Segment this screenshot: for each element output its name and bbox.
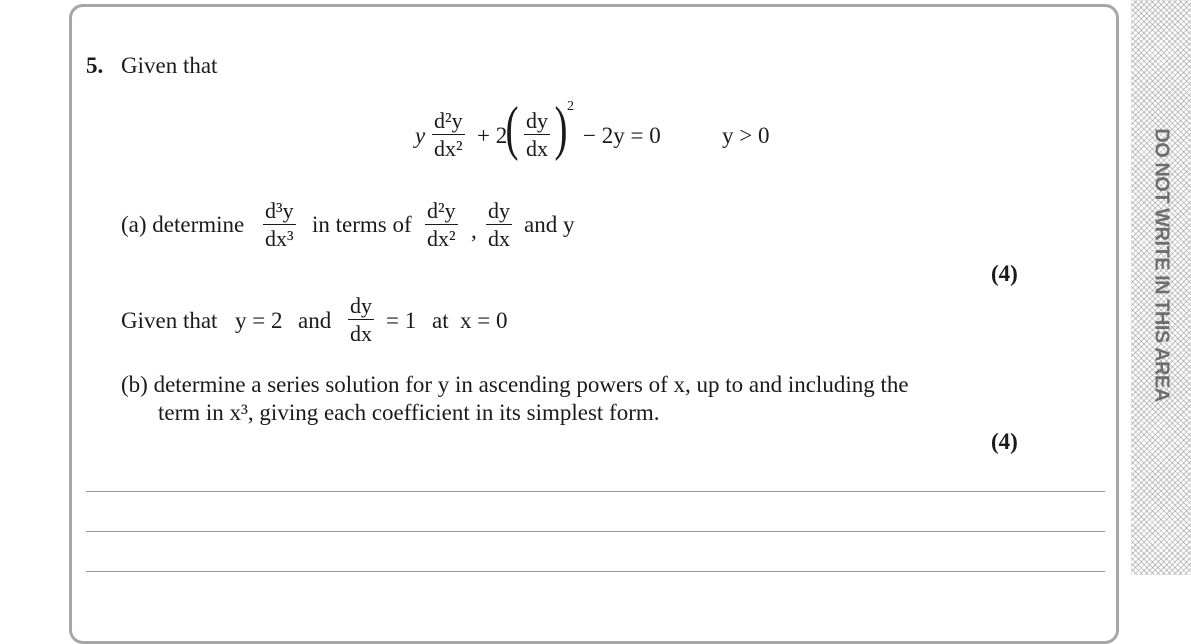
- given-y-eq: y = 2: [235, 308, 283, 333]
- part-a-in-terms-of: in terms of: [312, 212, 412, 237]
- a-dy: dy: [488, 198, 510, 223]
- a-dx: dx: [488, 226, 510, 251]
- right-paren: ): [554, 95, 568, 161]
- given-eq-one: = 1: [386, 308, 417, 333]
- eq-dx2: dx²: [434, 136, 463, 161]
- part-b-line1: (b) determine a series solution for y in ascending powers of x, up to and including the: [121, 372, 909, 397]
- question-intro: Given that: [121, 53, 218, 78]
- eq-dx: dx: [526, 136, 548, 161]
- margin-notice: DO NOT WRITE IN THIS AREA: [1150, 128, 1173, 402]
- part-a-third-derivative: [263, 200, 296, 250]
- part-a-first-derivative: [486, 200, 512, 250]
- part-a-second-derivative: [425, 200, 458, 250]
- part-a-comma: ,: [471, 218, 477, 243]
- equation-power: 2: [567, 99, 574, 114]
- part-b-line2: term in x³, giving each coefficient in its simplest form.: [158, 400, 660, 425]
- equation-condition: y > 0: [722, 123, 770, 148]
- answer-line[interactable]: [86, 491, 1105, 492]
- answer-line[interactable]: [86, 531, 1105, 532]
- part-a-marks: (4): [991, 261, 1018, 286]
- part-b-marks: (4): [991, 429, 1018, 454]
- equation-first-derivative: [524, 110, 550, 160]
- part-a-label: (a) determine: [121, 212, 245, 237]
- answer-line[interactable]: [86, 571, 1105, 572]
- given-x-eq: x = 0: [460, 308, 508, 333]
- eq-dy: dy: [526, 108, 548, 133]
- given-at: at: [432, 308, 449, 333]
- question-number: 5.: [86, 53, 104, 78]
- question-frame: [69, 4, 1119, 644]
- equation-plus-two: + 2: [477, 123, 508, 148]
- a-dx3: dx³: [265, 226, 294, 251]
- part-a-and-y: and y: [524, 212, 575, 237]
- equation-y: y: [415, 123, 426, 148]
- given-and: and: [298, 308, 332, 333]
- given-text: Given that: [121, 308, 218, 333]
- given-first-derivative: [348, 295, 374, 345]
- equation-second-derivative: [432, 110, 465, 160]
- a-d3y: d³y: [265, 198, 294, 223]
- left-paren: (: [505, 95, 519, 161]
- eq-d2y: d²y: [434, 108, 463, 133]
- equation-minus-part: − 2y = 0: [583, 123, 661, 148]
- a-d2y: d²y: [427, 198, 456, 223]
- a-dx2: dx²: [427, 226, 456, 251]
- given-dy: dy: [350, 293, 372, 318]
- given-dx: dx: [350, 321, 372, 346]
